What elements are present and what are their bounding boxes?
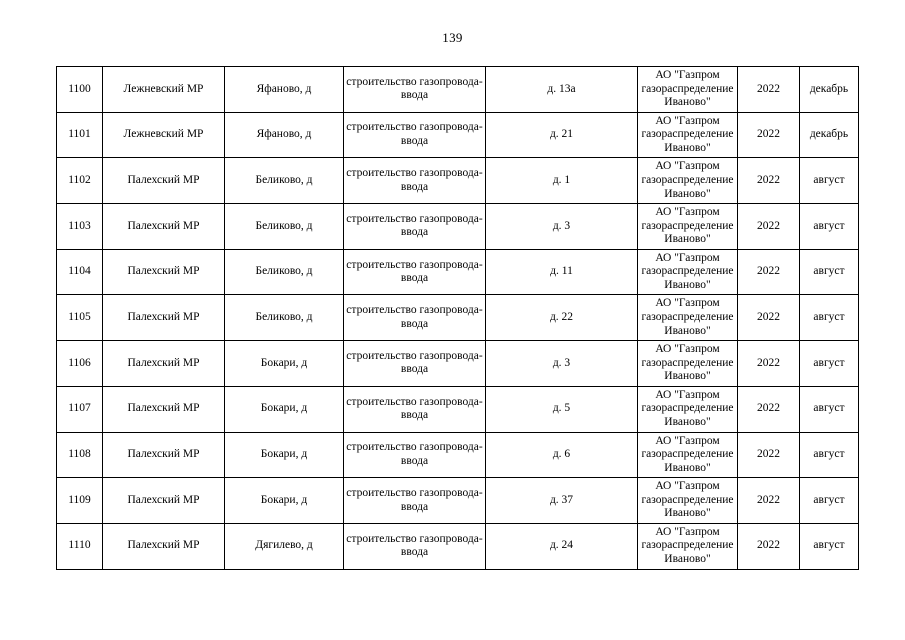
cell-district: Лежневский МР (103, 112, 225, 158)
cell-month: август (800, 432, 859, 478)
cell-district: Палехский МР (103, 386, 225, 432)
cell-year: 2022 (738, 249, 800, 295)
table-row (57, 249, 859, 295)
cell-month: август (800, 523, 859, 569)
cell-house: д. 24 (486, 523, 638, 569)
cell-district: Палехский МР (103, 478, 225, 524)
cell-settlement: Бокари, д (225, 432, 344, 478)
cell-organization: АО "Газпром газораспределение Иваново" (638, 523, 738, 569)
cell-organization: АО "Газпром газораспределение Иваново" (638, 478, 738, 524)
cell-month: август (800, 249, 859, 295)
cell-month: декабрь (800, 67, 859, 113)
cell-year: 2022 (738, 432, 800, 478)
cell-number: 1104 (57, 249, 103, 295)
cell-year: 2022 (738, 341, 800, 387)
cell-work-type: строительство газопровода-ввода (344, 158, 486, 204)
table-row (57, 386, 859, 432)
cell-district: Палехский МР (103, 295, 225, 341)
cell-work-type: строительство газопровода-ввода (344, 67, 486, 113)
cell-house: д. 13а (486, 67, 638, 113)
cell-settlement: Бокари, д (225, 341, 344, 387)
cell-organization: АО "Газпром газораспределение Иваново" (638, 158, 738, 204)
cell-settlement: Беликово, д (225, 249, 344, 295)
cell-organization: АО "Газпром газораспределение Иваново" (638, 386, 738, 432)
cell-settlement: Дягилево, д (225, 523, 344, 569)
cell-house: д. 3 (486, 204, 638, 250)
cell-number: 1100 (57, 67, 103, 113)
cell-number: 1105 (57, 295, 103, 341)
cell-district: Палехский МР (103, 204, 225, 250)
cell-year: 2022 (738, 158, 800, 204)
cell-work-type: строительство газопровода-ввода (344, 112, 486, 158)
cell-district: Палехский МР (103, 158, 225, 204)
cell-work-type: строительство газопровода-ввода (344, 386, 486, 432)
cell-organization: АО "Газпром газораспределение Иваново" (638, 295, 738, 341)
cell-number: 1108 (57, 432, 103, 478)
cell-number: 1106 (57, 341, 103, 387)
cell-work-type: строительство газопровода-ввода (344, 523, 486, 569)
cell-work-type: строительство газопровода-ввода (344, 478, 486, 524)
table-row (57, 341, 859, 387)
cell-month: август (800, 158, 859, 204)
table-row (57, 523, 859, 569)
table-row (57, 112, 859, 158)
cell-house: д. 22 (486, 295, 638, 341)
cell-work-type: строительство газопровода-ввода (344, 341, 486, 387)
cell-month: декабрь (800, 112, 859, 158)
cell-number: 1107 (57, 386, 103, 432)
cell-work-type: строительство газопровода-ввода (344, 249, 486, 295)
cell-number: 1101 (57, 112, 103, 158)
cell-year: 2022 (738, 478, 800, 524)
cell-district: Палехский МР (103, 249, 225, 295)
cell-house: д. 5 (486, 386, 638, 432)
cell-number: 1103 (57, 204, 103, 250)
cell-organization: АО "Газпром газораспределение Иваново" (638, 432, 738, 478)
cell-year: 2022 (738, 112, 800, 158)
cell-organization: АО "Газпром газораспределение Иваново" (638, 204, 738, 250)
cell-organization: АО "Газпром газораспределение Иваново" (638, 341, 738, 387)
cell-house: д. 6 (486, 432, 638, 478)
cell-number: 1109 (57, 478, 103, 524)
cell-settlement: Яфаново, д (225, 67, 344, 113)
cell-settlement: Беликово, д (225, 295, 344, 341)
table-row (57, 67, 859, 113)
cell-month: август (800, 341, 859, 387)
cell-year: 2022 (738, 523, 800, 569)
cell-house: д. 21 (486, 112, 638, 158)
cell-year: 2022 (738, 295, 800, 341)
cell-year: 2022 (738, 204, 800, 250)
cell-house: д. 3 (486, 341, 638, 387)
cell-work-type: строительство газопровода-ввода (344, 432, 486, 478)
cell-month: август (800, 386, 859, 432)
table-row (57, 158, 859, 204)
cell-district: Палехский МР (103, 523, 225, 569)
table-row (57, 204, 859, 250)
cell-month: август (800, 204, 859, 250)
cell-work-type: строительство газопровода-ввода (344, 295, 486, 341)
cell-year: 2022 (738, 386, 800, 432)
cell-district: Палехский МР (103, 432, 225, 478)
cell-number: 1110 (57, 523, 103, 569)
cell-house: д. 1 (486, 158, 638, 204)
cell-settlement: Бокари, д (225, 386, 344, 432)
cell-work-type: строительство газопровода-ввода (344, 204, 486, 250)
cell-district: Лежневский МР (103, 67, 225, 113)
table-row (57, 478, 859, 524)
cell-organization: АО "Газпром газораспределение Иваново" (638, 112, 738, 158)
gas-pipeline-table (56, 66, 859, 570)
table-body (57, 67, 859, 570)
cell-month: август (800, 295, 859, 341)
cell-organization: АО "Газпром газораспределение Иваново" (638, 67, 738, 113)
cell-house: д. 11 (486, 249, 638, 295)
cell-settlement: Яфаново, д (225, 112, 344, 158)
gas-pipeline-table-container (56, 66, 858, 570)
cell-settlement: Беликово, д (225, 158, 344, 204)
cell-district: Палехский МР (103, 341, 225, 387)
cell-year: 2022 (738, 67, 800, 113)
cell-month: август (800, 478, 859, 524)
page-number: 139 (442, 30, 463, 45)
table-row (57, 295, 859, 341)
cell-house: д. 37 (486, 478, 638, 524)
table-row (57, 432, 859, 478)
cell-settlement: Беликово, д (225, 204, 344, 250)
cell-organization: АО "Газпром газораспределение Иваново" (638, 249, 738, 295)
cell-number: 1102 (57, 158, 103, 204)
cell-settlement: Бокари, д (225, 478, 344, 524)
